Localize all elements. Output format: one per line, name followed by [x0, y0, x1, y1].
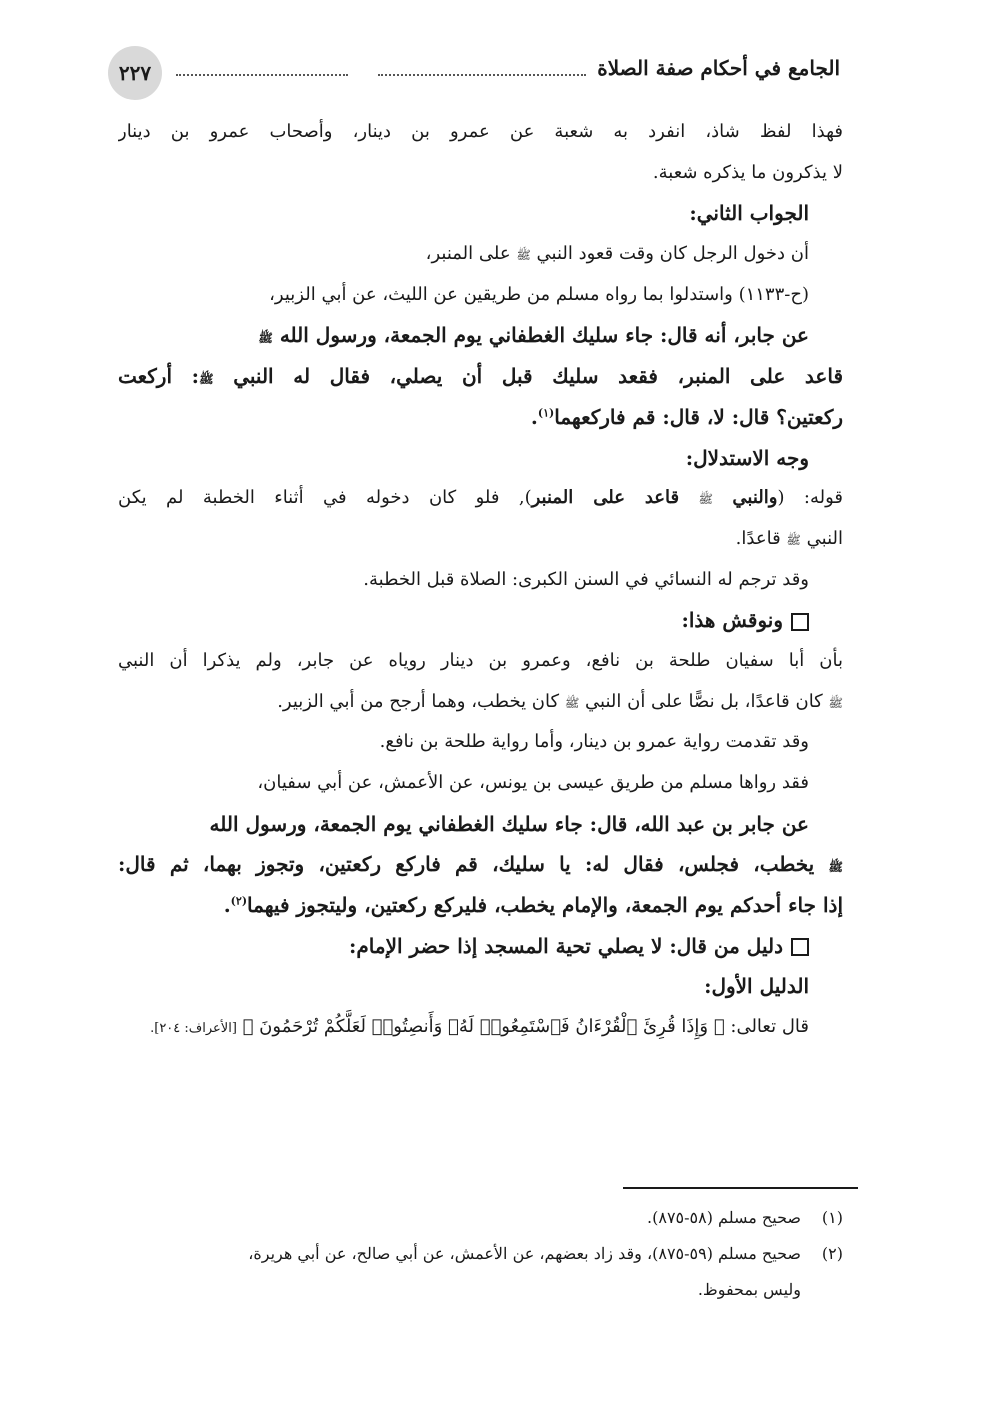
main-text — [118, 112, 843, 1048]
quran-verse: ﴿ وَإِذَا قُرِئَ ٱلْقُرْءَانُ فَٱسْتَمِعُوا۟ لَهُۥ وَأَنصِتُوا۟ لَعَلَّكُمْ تُرْحَمُونَ ﴾ — [242, 1016, 725, 1038]
salutation-glyph: ﷺ — [258, 331, 273, 346]
text-line: بأن أبا سفيان طلحة بن نافع، وعمرو بن دينار روياه عن جابر، ولم يذكرا أن النبي — [118, 649, 843, 671]
salutation-glyph: ﷺ — [828, 860, 843, 875]
text-line: فقد رواها مسلم من طريق عيسى بن يونس، عن الأعمش، عن أبي سفيان، — [257, 772, 809, 793]
hadith-line: عن جابر بن عبد الله، قال: جاء سليك الغطفاني يوم الجمعة، ورسول الله — [209, 811, 809, 836]
section-heading: دليل من قال: لا يصلي تحية المسجد إذا حضر الإمام: — [118, 926, 843, 967]
text-line: (ح-١١٣٣) واستدلوا بما رواه مسلم من طريقين عن الليث، عن أبي الزبير، — [269, 283, 809, 305]
hadith-line: عن جابر، أنه قال: جاء سليك الغطفاني يوم الجمعة، ورسول الله ﷺ — [258, 323, 809, 348]
text-line: وقد تقدمت رواية عمرو بن دينار، وأما رواية طلحة بن نافع. — [379, 731, 809, 753]
text-line: وقد ترجم له النسائي في السنن الكبرى: الصلاة قبل الخطبة. — [363, 568, 809, 590]
header-dots-left — [176, 74, 348, 76]
text-line: لا يذكرون ما يذكره شعبة. — [652, 161, 843, 183]
salutation-glyph: ﷺ — [199, 372, 214, 387]
section-heading: ونوقش هذا: — [118, 600, 843, 641]
verse-reference: [الأعراف: ٢٠٤]. — [150, 1021, 237, 1037]
footnote-separator — [623, 1187, 858, 1189]
text-line: قوله: (والنبي ﷺ قاعد على المنبر), فلو كان دخوله في أثناء الخطبة لم يكن — [118, 487, 843, 509]
footnote-item — [118, 1236, 843, 1272]
text-line: أن دخول الرجل كان وقت قعود النبي ﷺ على المنبر، — [425, 243, 809, 265]
footnote-text: صحيح مسلم (٥٨-٨٧٥). — [647, 1208, 801, 1227]
page-number-badge: ٢٢٧ — [108, 46, 162, 100]
running-header — [108, 40, 848, 100]
header-title: الجامع في أحكام صفة الصلاة — [597, 56, 840, 80]
salutation-glyph: ﷺ — [786, 532, 801, 547]
checkbox-icon — [791, 938, 809, 956]
quran-line: قال تعالى: ﴿ وَإِذَا قُرِئَ ٱلْقُرْءَانُ فَٱسْتَمِعُوا۟ لَهُۥ وَأَنصِتُوا۟ لَعَلَّكُمْ تُرْحَمُونَ ﴾ [الأعراف: ٢٠٤]. — [150, 1016, 809, 1038]
hadith-line: ركعتين؟ قال: لا، قال: قم فاركعهما$^{(١)}$. — [530, 404, 843, 429]
text-line: ﷺ كان قاعدًا، بل نصًّا على أن النبي ﷺ كان يخطب، وهما أرجح من أبي الزبير. — [277, 690, 843, 712]
footnote-item — [118, 1200, 843, 1236]
footnote-number: (١) — [821, 1208, 843, 1227]
section-heading: الجواب الثاني: — [689, 201, 809, 226]
footnotes — [118, 1200, 843, 1308]
hadith-line: إذا جاء أحدكم يوم الجمعة، والإمام يخطب، فليركع ركعتين، وليتجوز فيهما$^{(٢)}$. — [223, 893, 843, 918]
footnote-number: (٢) — [821, 1244, 843, 1263]
salutation-glyph: ﷺ — [828, 695, 843, 710]
section-heading: وجه الاستدلال: — [685, 445, 809, 470]
footnote-ref: (١) — [537, 406, 555, 420]
footnote-text: صحيح مسلم (٥٩-٨٧٥)، وقد زاد بعضهم، عن الأعمش، عن أبي صالح، عن أبي هريرة، — [248, 1244, 801, 1263]
hadith-line: قاعد على المنبر، فقعد سليك قبل أن يصلي، فقال له النبي ﷺ: أركعت — [118, 364, 843, 389]
text-line: فهذا لفظ شاذ، انفرد به شعبة عن عمرو بن دينار، وأصحاب عمرو بن دينار — [118, 121, 843, 142]
footnote-continuation: وليس بمحفوظ. — [697, 1280, 801, 1299]
text-line: النبي ﷺ قاعدًا. — [735, 527, 843, 549]
salutation-glyph: ﷺ — [516, 248, 531, 263]
header-dots-right — [378, 74, 586, 76]
footnote-ref: (٢) — [230, 894, 248, 908]
hadith-line: ﷺ يخطب، فجلس، فقال له: يا سليك، قم فاركع ركعتين، وتجوز بهما، ثم قال: — [118, 852, 843, 877]
checkbox-icon — [791, 613, 809, 631]
section-heading: الدليل الأول: — [704, 974, 809, 999]
